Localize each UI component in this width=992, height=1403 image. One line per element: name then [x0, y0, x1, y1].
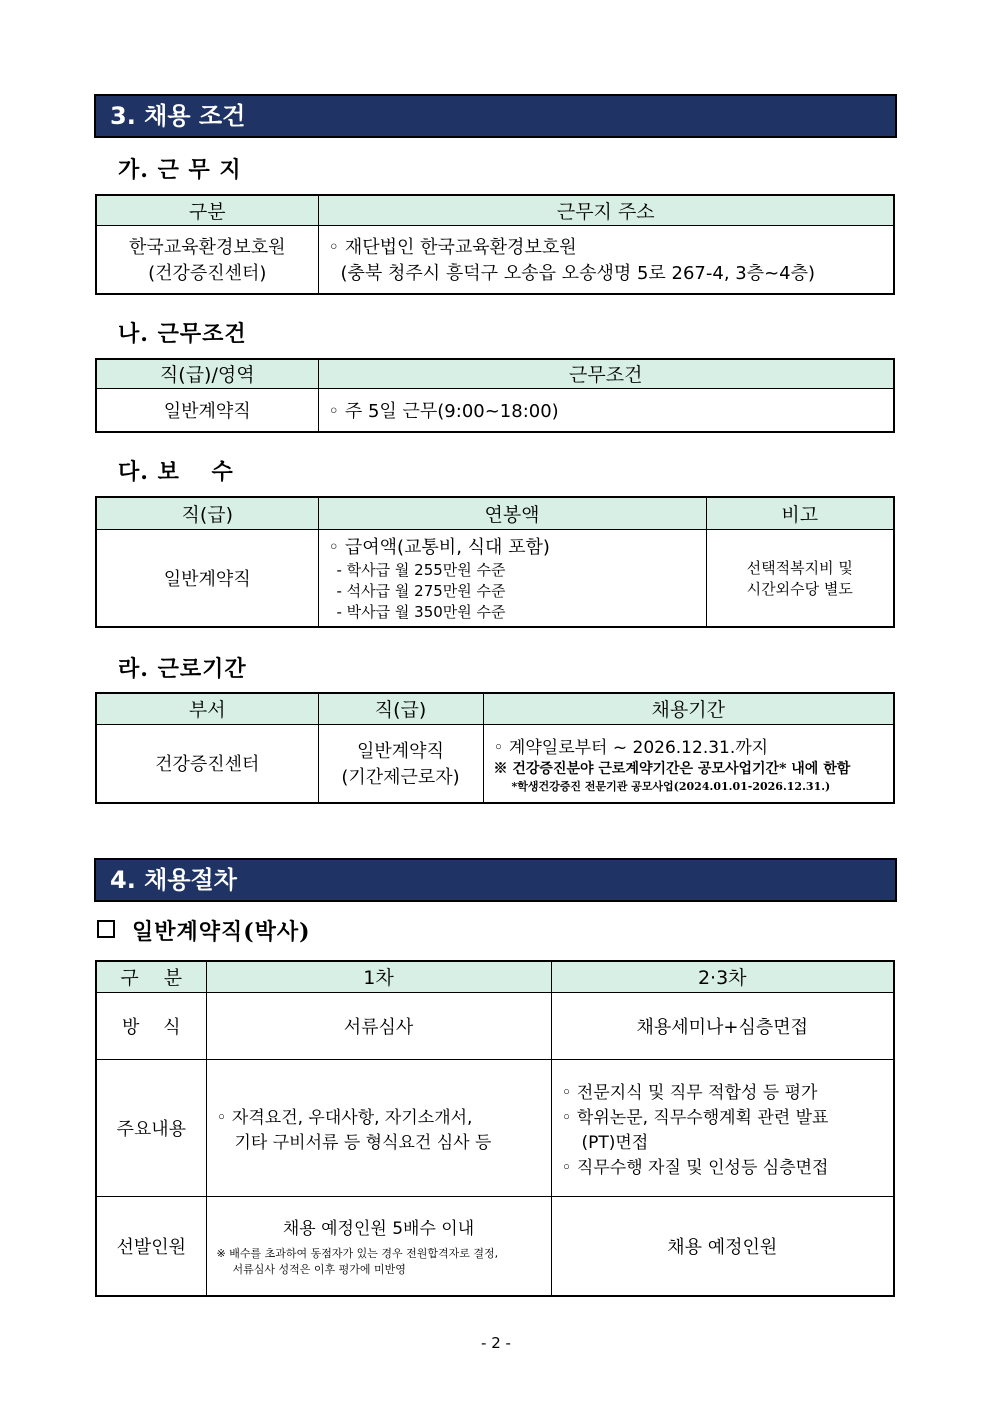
salary-position: 일반계약직: [96, 529, 318, 627]
period-note-project: *학생건강증진 전문기관 공모사업(2024.01.01-2026.12.31.): [511, 779, 831, 793]
period-head-position: 직(급): [318, 693, 483, 724]
salary-line-bachelor: - 학사급 월 255만원 수준: [336, 561, 506, 580]
workplace-heading: 가. 근 무 지: [118, 157, 242, 183]
salary-note-welfare: 선택적복지비 및: [746, 558, 853, 577]
procedure-method-first: 서류심사: [206, 992, 551, 1059]
period-position-fixed-term: (기간제근로자): [341, 767, 460, 789]
salary-line-total: ◦ 급여액(교통비, 식대 포함): [328, 537, 550, 559]
workplace-org-name: 한국교육환경보호원: [129, 237, 286, 259]
procedure-select-first-count: 채용 예정인원 5배수 이내: [282, 1219, 475, 1240]
period-table: [95, 692, 895, 804]
workplace-org: [96, 225, 318, 294]
procedure-select-first-note1: ※ 배수를 초과하여 동점자가 있는 경우 전원합격자로 결정,: [216, 1247, 499, 1261]
procedure-content-first-line2: 기타 구비서류 등 형식요건 심사 등: [234, 1132, 492, 1153]
procedure-content-second-line1: ◦ 전문지식 및 직무 적합성 등 평가: [561, 1082, 818, 1103]
conditions-head-position: 직(급)/영역: [96, 359, 318, 388]
salary-note-overtime: 시간외수당 별도: [746, 579, 853, 598]
period-head-term: 채용기간: [483, 693, 894, 724]
period-position-type: 일반계약직: [357, 741, 444, 763]
procedure-table: [95, 960, 895, 1297]
workplace-address: [318, 225, 894, 294]
procedure-content-second-line3: (PT)면접: [581, 1132, 649, 1153]
procedure-select-second: 채용 예정인원: [551, 1196, 894, 1296]
checkbox-icon: [97, 920, 115, 938]
procedure-content-label: 주요내용: [96, 1059, 206, 1196]
workplace-table: [95, 194, 895, 295]
conditions-detail: ◦ 주 5일 근무(9:00~18:00): [318, 388, 894, 432]
page-number: - 2 -: [481, 1334, 511, 1352]
procedure-content-second-line2: ◦ 학위논문, 직무수행계획 관련 발표: [561, 1107, 829, 1128]
period-note-limit: ※ 건강증진분야 근로계약기간은 공모사업기간* 내에 한함: [493, 760, 851, 777]
conditions-head-condition: 근무조건: [318, 359, 894, 388]
procedure-method-second: 채용세미나+심층면접: [551, 992, 894, 1059]
salary-head-note: 비고: [706, 497, 894, 529]
conditions-table: [95, 358, 895, 433]
workplace-head-category: 구분: [96, 195, 318, 225]
procedure-select-first: [206, 1196, 551, 1296]
salary-heading: 다. 보 수: [118, 459, 234, 485]
period-term: [483, 724, 894, 803]
workplace-org-center: (건강증진센터): [148, 263, 267, 285]
salary-line-doctor: - 박사급 월 350만원 수준: [336, 603, 506, 622]
section-title-4: 4. 채용절차: [94, 858, 897, 902]
period-dept: 건강증진센터: [96, 724, 318, 803]
procedure-content-first: [206, 1059, 551, 1196]
period-term-range: ◦ 계약일로부터 ~ 2026.12.31.까지: [493, 737, 769, 758]
conditions-position: 일반계약직: [96, 388, 318, 432]
section-title-3: 3. 채용 조건: [94, 94, 897, 138]
salary-amount: [318, 529, 706, 627]
procedure-head-category: 구 분: [96, 961, 206, 992]
salary-table: [95, 496, 895, 628]
salary-note: [706, 529, 894, 627]
period-position: [318, 724, 483, 803]
workplace-head-address: 근무지 주소: [318, 195, 894, 225]
salary-line-master: - 석사급 월 275만원 수준: [336, 582, 506, 601]
period-heading: 라. 근로기간: [118, 656, 247, 682]
procedure-method-label: 방 식: [96, 992, 206, 1059]
workplace-address-detail: (충북 청주시 흥덕구 오송읍 오송생명 5로 267-4, 3층~4층): [340, 263, 816, 285]
procedure-content-second: [551, 1059, 894, 1196]
procedure-content-second-line4: ◦ 직무수행 자질 및 인성등 심층면접: [561, 1157, 829, 1178]
salary-head-amount: 연봉액: [318, 497, 706, 529]
procedure-head-first: 1차: [206, 961, 551, 992]
procedure-heading: 일반계약직(박사): [132, 919, 311, 945]
procedure-select-first-note2: 서류심사 성적은 이후 평가에 미반영: [232, 1263, 406, 1277]
workplace-address-name: ◦ 재단법인 한국교육환경보호원: [328, 237, 577, 259]
procedure-select-label: 선발인원: [96, 1196, 206, 1296]
period-head-dept: 부서: [96, 693, 318, 724]
conditions-heading: 나. 근무조건: [118, 321, 247, 347]
procedure-head-second-third: 2·3차: [551, 961, 894, 992]
procedure-content-first-line1: ◦ 자격요건, 우대사항, 자기소개서,: [216, 1107, 473, 1128]
salary-head-position: 직(급): [96, 497, 318, 529]
